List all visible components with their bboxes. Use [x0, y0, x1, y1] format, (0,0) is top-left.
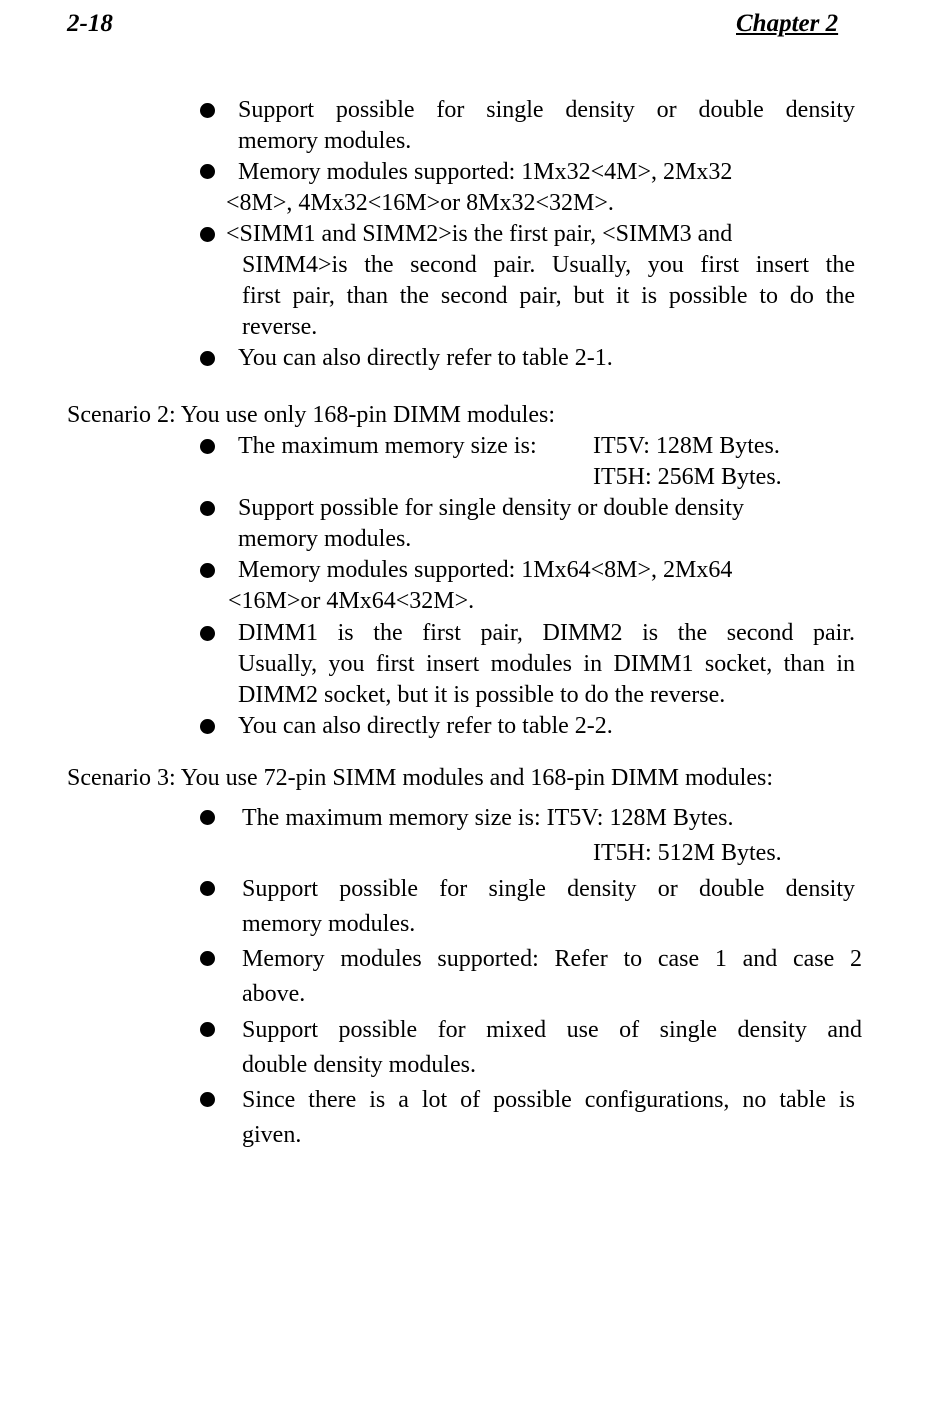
bullet-icon	[200, 439, 215, 454]
scenario3-heading: Scenario 3: You use 72-pin SIMM modules and 168-pin DIMM modules:	[67, 765, 773, 791]
s3-b2-line1: Support possible for single density or double density	[242, 876, 855, 902]
bullet-icon	[200, 227, 215, 242]
s3-b2-line2: memory modules.	[242, 911, 416, 937]
s3-b5-line2: given.	[242, 1122, 302, 1148]
scenario2-heading: Scenario 2: You use only 168-pin DIMM modules:	[67, 402, 555, 428]
bullet-icon	[200, 563, 215, 578]
bullet-icon	[200, 501, 215, 516]
s3-b1-value2: IT5H: 512M Bytes.	[593, 840, 782, 866]
bullet-icon	[200, 103, 215, 118]
s3-b5-line1: Since there is a lot of possible configurations, no table is	[242, 1087, 855, 1113]
s2-b3-line2: <16M>or 4Mx64<32M>.	[228, 588, 475, 614]
s2-b4-line3: DIMM2 socket, but it is possible to do the reverse.	[238, 682, 726, 708]
s3-b3-line2: above.	[242, 981, 306, 1007]
b3-line2: SIMM4>is the second pair. Usually, you first insert the	[242, 252, 855, 278]
bullet-icon	[200, 1022, 215, 1037]
bullet-icon	[200, 810, 215, 825]
b3-line1: <SIMM1 and SIMM2>is the first pair, <SIMM3 and	[226, 221, 733, 247]
s2-b4-line2: Usually, you first insert modules in DIMM1 socket, than in	[238, 651, 855, 677]
s2-b1-label: The maximum memory size is:	[238, 433, 537, 459]
s2-b1-value1: IT5V: 128M Bytes.	[593, 433, 780, 459]
b2-line1: Memory modules supported: 1Mx32<4M>, 2Mx32	[238, 159, 733, 185]
b1-line1: Support possible for single density or double density	[238, 97, 855, 123]
s2-b2-line1: Support possible for single density or double density	[238, 495, 744, 521]
b4-line1: You can also directly refer to table 2-1.	[238, 345, 613, 371]
s2-b5-line1: You can also directly refer to table 2-2.	[238, 713, 613, 739]
s3-b1-label: The maximum memory size is: IT5V: 128M Bytes.	[242, 805, 734, 831]
bullet-icon	[200, 351, 215, 366]
bullet-icon	[200, 719, 215, 734]
bullet-icon	[200, 164, 215, 179]
bullet-icon	[200, 881, 215, 896]
b3-line4: reverse.	[242, 314, 318, 340]
s3-b4-line1: Support possible for mixed use of single density and	[242, 1017, 862, 1043]
s2-b1-value2: IT5H: 256M Bytes.	[593, 464, 782, 490]
s2-b4-line1: DIMM1 is the first pair, DIMM2 is the second pair.	[238, 620, 855, 646]
s3-b3-line1: Memory modules supported: Refer to case 1 and case 2	[242, 946, 862, 972]
bullet-icon	[200, 626, 215, 641]
bullet-icon	[200, 1092, 215, 1107]
page-number: 2-18	[67, 10, 113, 37]
b1-line2: memory modules.	[238, 128, 412, 154]
bullet-icon	[200, 951, 215, 966]
s3-b4-line2: double density modules.	[242, 1052, 476, 1078]
s2-b3-line1: Memory modules supported: 1Mx64<8M>, 2Mx64	[238, 557, 733, 583]
b3-line3: first pair, than the second pair, but it is possible to do the	[242, 283, 855, 309]
chapter-title: Chapter 2	[736, 10, 839, 37]
b2-line2: <8M>, 4Mx32<16M>or 8Mx32<32M>.	[226, 190, 614, 216]
s2-b2-line2: memory modules.	[238, 526, 412, 552]
